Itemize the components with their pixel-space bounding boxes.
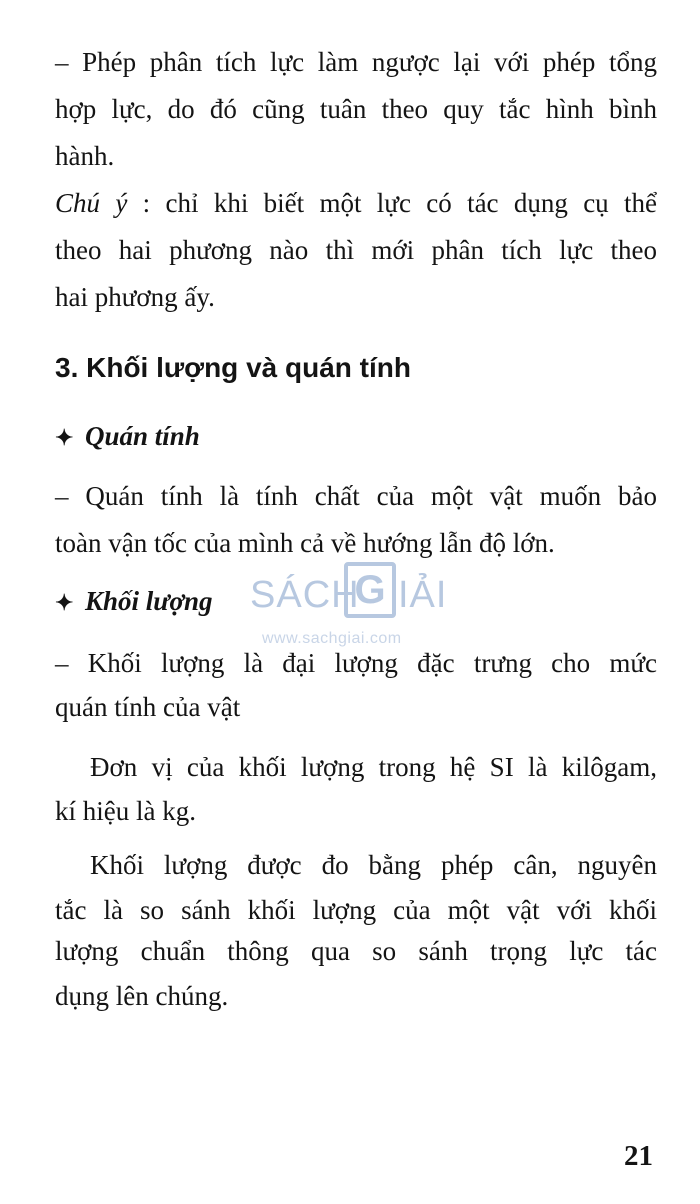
watermark-url: www.sachgiai.com bbox=[262, 630, 402, 647]
paragraph-line: Đơn vị của khối lượng trong hệ SI là kilôgam, bbox=[90, 752, 657, 782]
paragraph-line: – Khối lượng là đại lượng đặc trưng cho mức bbox=[55, 648, 657, 678]
subheading-inertia bbox=[55, 419, 200, 455]
paragraph-line: dụng lên chúng. bbox=[55, 981, 229, 1011]
bullet-icon: ✦ bbox=[55, 425, 74, 450]
paragraph-line: toàn vận tốc của mình cả về hướng lẫn độ lớn. bbox=[55, 528, 555, 558]
subheading-mass bbox=[55, 584, 212, 620]
note-label: Chú ý bbox=[55, 188, 128, 218]
subheading-title: Khối lượng bbox=[85, 586, 213, 616]
note-text: : chỉ khi biết một lực có tác dụng cụ thể bbox=[142, 188, 657, 218]
paragraph-line: – Quán tính là tính chất của một vật muốn bảo bbox=[55, 481, 657, 511]
watermark-text: IẢI bbox=[398, 574, 448, 616]
paragraph-line: hành. bbox=[55, 141, 115, 171]
paragraph-line: tắc là so sánh khối lượng của một vật với khối bbox=[55, 895, 657, 925]
paragraph-line: hợp lực, do đó cũng tuân theo quy tắc hình bình bbox=[55, 94, 657, 124]
watermark-logo bbox=[250, 556, 460, 656]
subheading-title: Quán tính bbox=[85, 421, 200, 451]
paragraph-line: kí hiệu là kg. bbox=[55, 796, 196, 826]
note-line bbox=[55, 186, 657, 220]
bullet-icon: ✦ bbox=[55, 590, 74, 615]
section-heading: 3. Khối lượng và quán tính bbox=[55, 352, 411, 383]
watermark-text: SÁCH bbox=[250, 574, 360, 616]
paragraph-line: – Phép phân tích lực làm ngược lại với phép tổng bbox=[55, 47, 657, 77]
paragraph-line: Khối lượng được đo bằng phép cân, nguyên bbox=[90, 850, 657, 880]
watermark-g-icon: G bbox=[344, 562, 396, 618]
note-line: theo hai phương nào thì mới phân tích lực theo bbox=[55, 235, 657, 265]
paragraph-line: lượng chuẩn thông qua so sánh trọng lực tác bbox=[55, 936, 657, 966]
paragraph-line: quán tính của vật bbox=[55, 692, 241, 722]
note-line: hai phương ấy. bbox=[55, 282, 215, 312]
page-number: 21 bbox=[624, 1140, 653, 1172]
